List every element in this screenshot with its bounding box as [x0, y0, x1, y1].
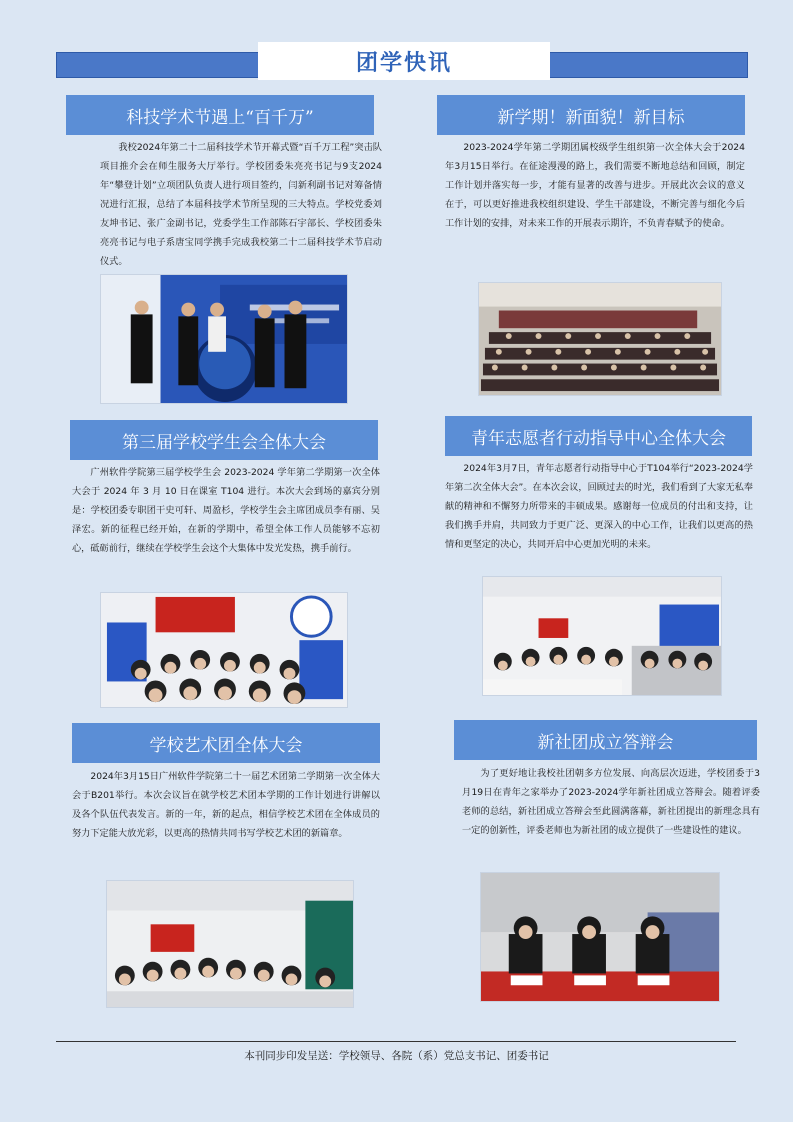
section-title-volunteer-center: 青年志愿者行动指导中心全体大会 — [445, 416, 752, 456]
section-body-new-semester: 2023-2024学年第二学期团属校级学生组织第一次全体大会于2024年3月15日举行。在征途漫漫的路上，我们需要不断地总结和回顾，制定工作计划并落实每一步，才能有显著的改善与进步。开展此次会议的意义在于，可以更好推进我校组织建设、学生干部建设，不断完善与细化今后工作计划的安排，对未来工作的开展表示期许，不负青春赋予的使命。 — [445, 142, 745, 229]
defense-panel-photo — [480, 872, 720, 1002]
section-body-volunteer-center: 2024年3月7日，青年志愿者行动指导中心于T104举行“2023-2024学年第二次全体大会”。在本次会议，回顾过去的时光，我们看到了大家无私奉献的精神和不懈努力所带来的丰硕成果。感谢每一位成员的付出和支持，让我们携手并肩，共同致力于更广泛、更深入的中心工作，让我们以更高的热情和更坚定的决心，共同开启中心更加光明的未来。 — [445, 463, 753, 550]
volunteer-center-photo — [482, 576, 722, 696]
footer-divider — [56, 1041, 736, 1042]
art-troupe-photo — [106, 880, 354, 1008]
launch-ceremony-photo — [100, 274, 348, 404]
student-union-photo — [100, 592, 348, 708]
header-title-box — [258, 42, 550, 80]
section-title-new-club-defense: 新社团成立答辩会 — [454, 720, 757, 760]
section-body-tech-festival: 我校2024年第二十二届科技学术节开幕式暨“百千万工程”突击队项目推介会在师生服务大厅举行。学校团委朱亮亮书记与9支2024年“攀登计划”立项团队负责人进行项目签约，闫新利副书记对筹备情况进行汇报，总结了本届科技学术节所呈现的三大特点。学校党委刘友坤书记、张广金副书记，党委学生工作部陈石宇部长、学校团委朱亮亮书记与电子系唐宝同学携手完成我校第二十二届科技学术节启动仪式。 — [100, 142, 382, 267]
section-title-new-semester: 新学期！新面貌！新目标 — [437, 95, 745, 135]
section-title-student-union: 第三届学校学生会全体大会 — [70, 420, 378, 460]
section-body-student-union: 广州软件学院第三届学校学生会 2023-2024 学年第二学期第一次全体大会于 2024 年 3 月 10 日在课室 T104 进行。本次大会到场的嘉宾分别是：学校团委专职团干史可轩、周盈杉，学校学生会主席团成员李有丽、吴泽宏。新的征程已经开始，在新的学期中，希望全体工作人员能够不忘初心，砥砺前行，继续在学校学生会这个大集体中发光发热，携手前行。 — [72, 467, 380, 554]
section-title-art-troupe: 学校艺术团全体大会 — [72, 723, 380, 763]
section-title-tech-festival: 科技学术节遇上“百千万” — [66, 95, 374, 135]
distribution-note: 本刊同步印发呈送：学校领导、各院（系）党总支书记、团委书记 — [244, 1050, 549, 1062]
section-body-art-troupe: 2024年3月15日广州软件学院第二十一届艺术团第二学期第一次全体大会于B201举行。本次会议旨在就学校艺术团本学期的工作计划进行讲解以及各个队伍代表发言。新的一年，新的起点，相信学校艺术团在全体成员的努力下定能大放光彩，以更高的热情共同书写学校艺术团的新篇章。 — [72, 771, 380, 839]
section-body-new-club-defense: 为了更好地让我校社团朝多方位发展、向高层次迈进，学校团委于3月19日在青年之家举办了2023-2024学年新社团成立答辩会。随着评委老师的总结，新社团成立答辩会至此圆满落幕，新社团提出的新理念具有一定的创新性，评委老师也为新社团的成立提供了一些建设性的建议。 — [462, 768, 760, 836]
newsletter-title: 团学快讯 — [355, 50, 452, 76]
assembly-hall-photo — [478, 282, 722, 396]
